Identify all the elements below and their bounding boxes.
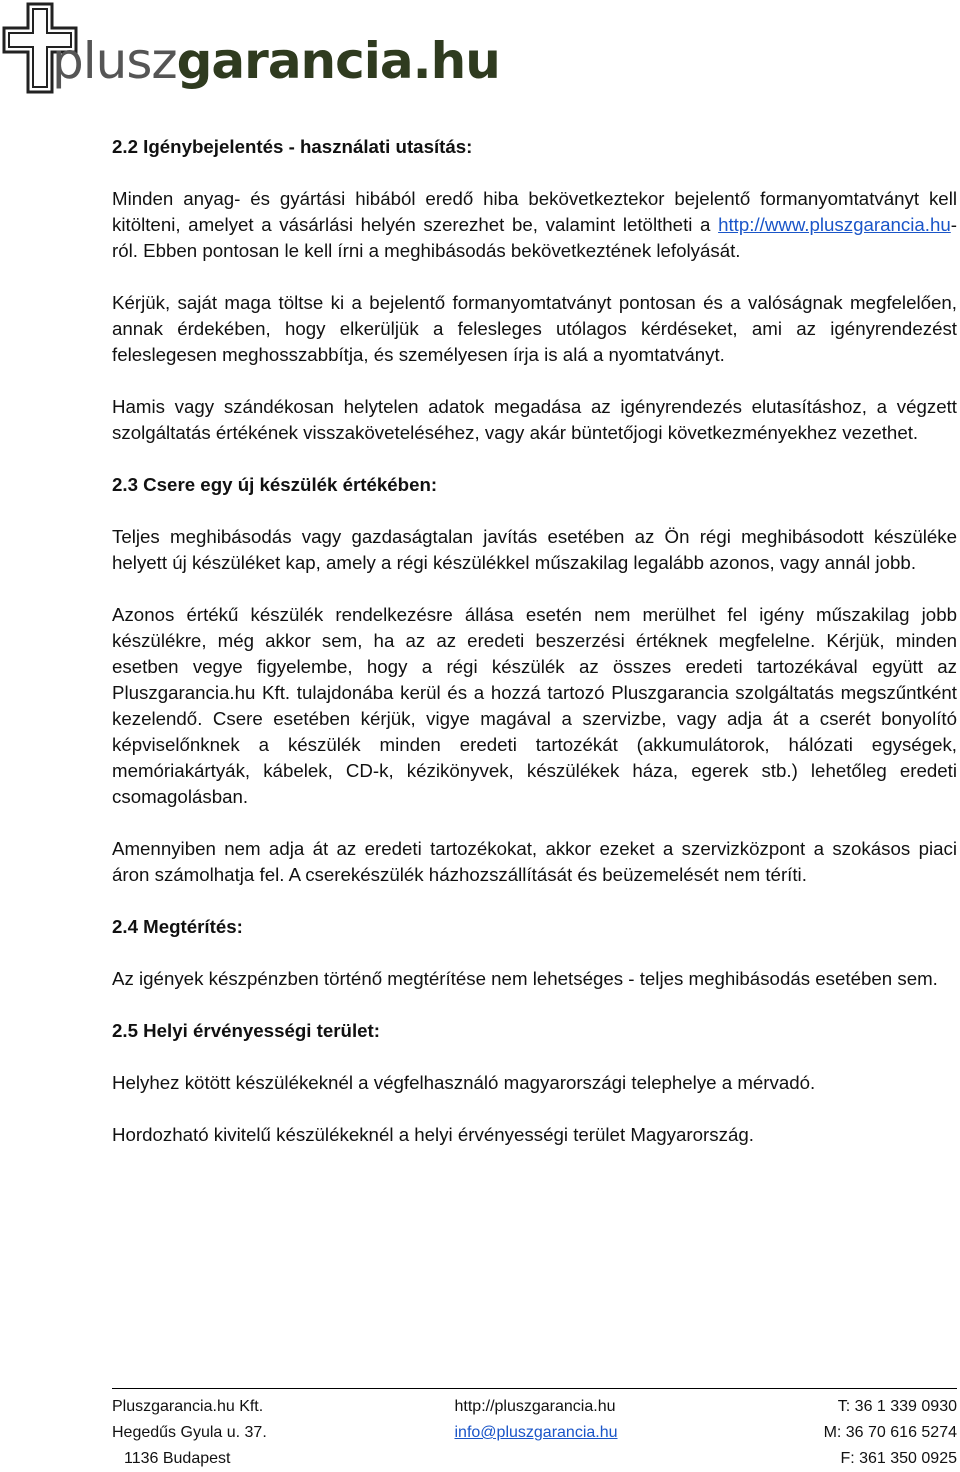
section-2-4-paragraph-1: Az igények készpénzben történő megtérítése nem lehetséges - teljes meghibásodás esetében sem. [112, 968, 938, 989]
document-body [112, 134, 957, 1148]
section-2-4-heading: 2.4 Megtérítés: [112, 916, 243, 937]
section-2-2-paragraph-2: Kérjük, saját maga töltse ki a bejelentő formanyomtatványt pontosan és a valóságnak megfelelően, annak érdekében, hogy elkerüljük a felesleges utólagos kérdéseket, ami az igényrendezést feleslegesen meghosszabbítja, és személyesen írja is alá a nyomtatványt. [112, 292, 957, 365]
section-2-3-heading: 2.3 Csere egy új készülék értékében: [112, 474, 438, 495]
logo-word-part1: plusz [52, 32, 177, 90]
section-2-2-paragraph-3: Hamis vagy szándékosan helytelen adatok megadása az igényrendezés elutasításhoz, a végzett szolgáltatás értékének visszaköveteléséhez, vagy akár büntetőjogi következményekhez vezethet. [112, 396, 957, 443]
logo-word-part2: garancia.hu [176, 32, 500, 90]
footer-row-1 [112, 1394, 957, 1420]
p1-text-before-link: Minden anyag- és gyártási hibából eredő hiba bekövetkeztekor bejelentő formanyomtatványt kell kitölteni, amelyet a vásárlási helyén szerezhet be, valamint letöltheti a [112, 188, 957, 235]
section-2-5-paragraph-2: Hordozható kivitelű készülékeknél a helyi érvényességi terület Magyarország. [112, 1124, 754, 1145]
footer-city: 1136 Budapest [124, 1450, 231, 1467]
section-2-2-paragraph-1 [112, 186, 957, 264]
footer-street: Hegedűs Gyula u. 37. [112, 1424, 267, 1441]
logo-wordmark [52, 30, 500, 92]
footer-website: http://pluszgarancia.hu [454, 1398, 616, 1415]
section-2-2-heading: 2.2 Igénybejelentés - használati utasítás: [112, 136, 473, 157]
section-2-3-paragraph-2: Azonos értékű készülék rendelkezésre állása esetén nem merülhet fel igény műszakilag jobb készülékre, még akkor sem, ha az az eredeti beszerzési értéknek megfelelne. Kérjük, minden esetben vegye figyelembe, hogy a régi készülék az összes eredeti tartozékával együtt az Pluszgarancia.hu Kft. tulajdonába kerül és a hozzá tartozó Pluszgarancia szolgáltatás megszűntként kezelendő. Csere esetében kérjük, vigye magával a szervizbe, vagy adja át a cserét bonyolító képviselőnknek a készülék minden eredeti tartozékát (akkumulátorok, hálózati egységek, memóriakártyák, kábelek, CD-k, kézikönyvek, készülékek háza, egerek stb.) lehetőleg eredeti csomagolásban. [112, 604, 957, 807]
footer-phone: T: 36 1 339 0930 [837, 1398, 957, 1415]
footer-divider [112, 1388, 957, 1389]
logo [0, 0, 500, 100]
footer-row-2 [112, 1420, 957, 1446]
section-2-3-paragraph-1: Teljes meghibásodás vagy gazdaságtalan javítás esetében az Ön régi meghibásodott készüléke helyett új készüléket kap, amely a régi készülékkel műszakilag legalább azonos, vagy annál jobb. [112, 526, 957, 573]
footer-company: Pluszgarancia.hu Kft. [112, 1398, 264, 1415]
p1-text-after-link: -ról. Ebben pontosan le kell írni a meghibásodás bekövetkeztének lefolyását. [112, 214, 957, 261]
footer-mobile: M: 36 70 616 5274 [823, 1424, 957, 1441]
section-2-3-paragraph-3: Amennyiben nem adja át az eredeti tartozékokat, akkor ezeket a szervizközpont a szokásos piaci áron számolhatja fel. A cserekészülék házhozszállítását és beüzemelését nem téríti. [112, 838, 957, 885]
section-2-5-heading: 2.5 Helyi érvényességi terület: [112, 1020, 380, 1041]
footer-row-3 [112, 1446, 957, 1472]
footer-email-link[interactable]: info@pluszgarancia.hu [454, 1424, 618, 1441]
section-2-5-paragraph-1: Helyhez kötött készülékeknél a végfelhasználó magyarországi telephelye a mérvadó. [112, 1072, 816, 1093]
website-link[interactable]: http://www.pluszgarancia.hu [718, 214, 951, 235]
footer [112, 1394, 957, 1472]
footer-fax: F: 361 350 0925 [840, 1450, 957, 1467]
